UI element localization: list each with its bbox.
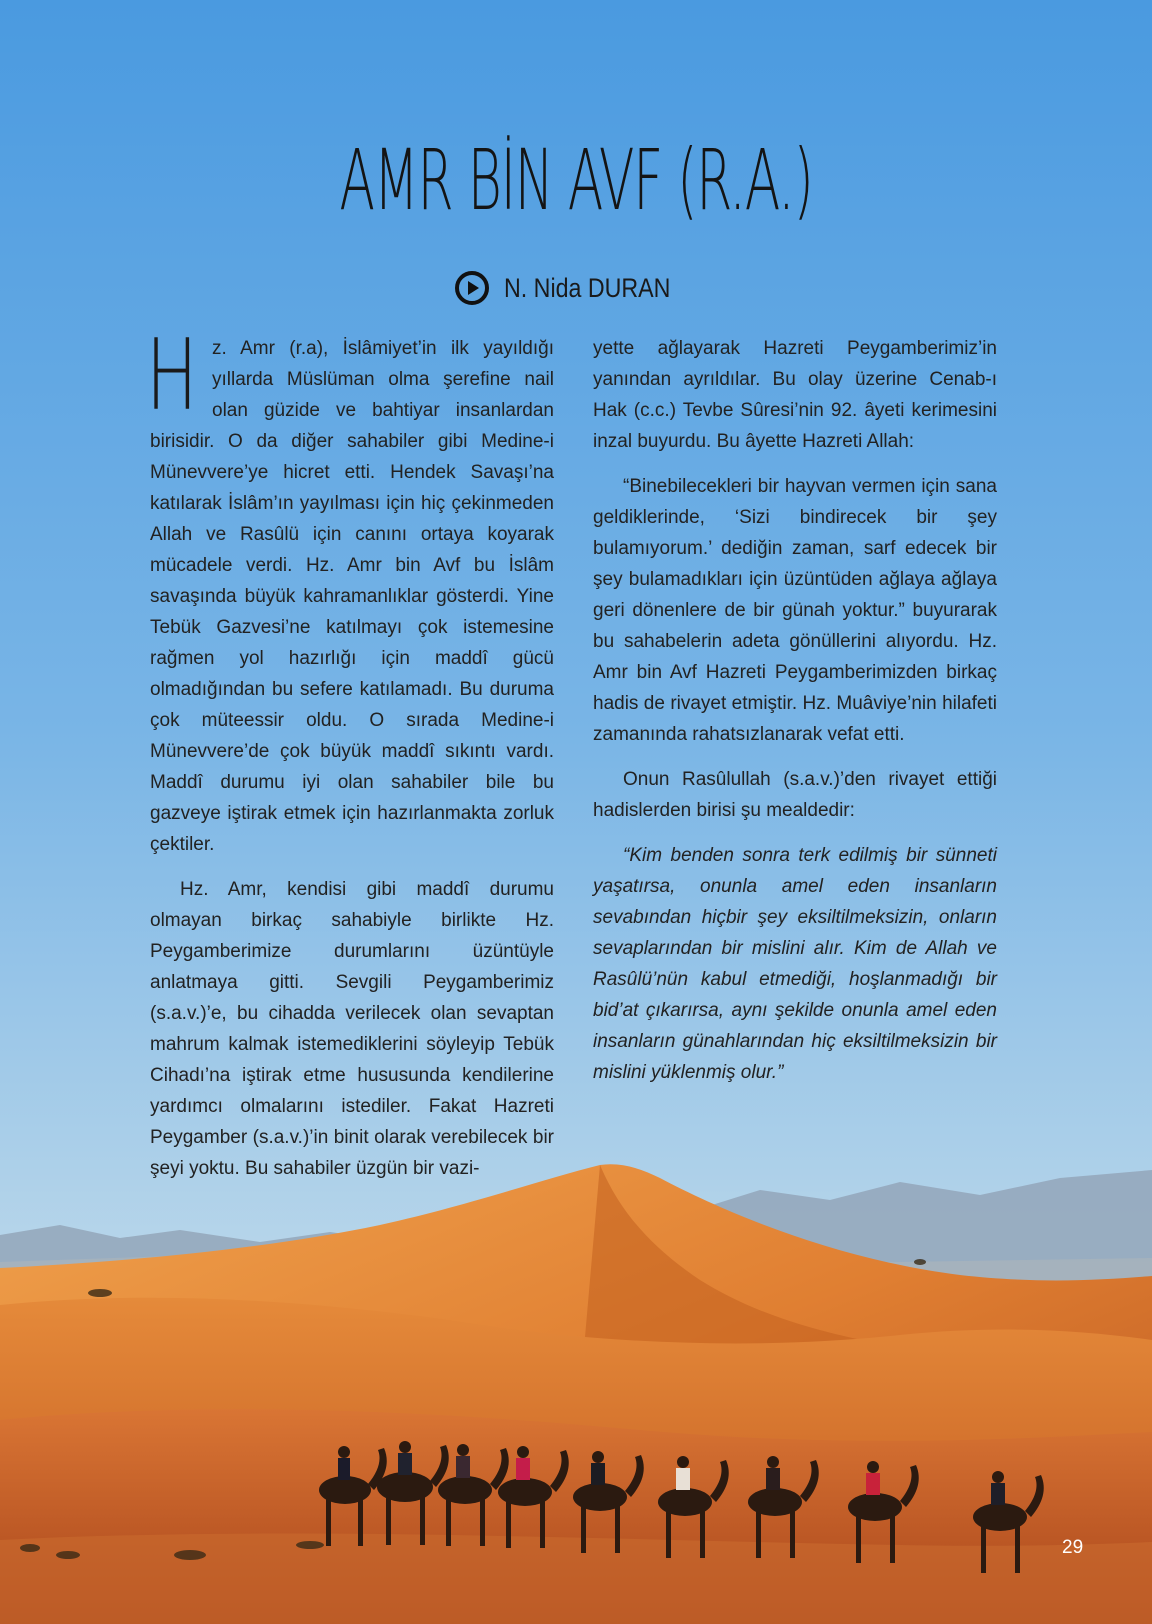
paragraph: Hz. Amr (r.a), İslâmiyet’in ilk yayıldığı yıllarda Müslüman olma şerefine nail olan güzide ve bahtiyar insanlardan birisidir. O da diğer sahabiler gibi Medine-i Münevvere’ye hicret etti. Hendek Savaşı’na katılarak İslâm’ın yayılması için hiç çekinmeden Allah ve Rasûlü için canını ortaya koyarak mücadele verdi. Hz. Amr bin Avf bu İslâm savaşında büyük kahramanlıklar gösterdi. Yine Tebük Gazvesi’ne katılmayı çok istemesine rağmen yol hazırlığı için maddî gücü olmadığından bu sefere katılamadı. Bu duruma çok müteessir oldu. O sırada Medine-i Münevvere’de çok büyük maddî sıkıntı vardı. Maddî durumu iyi olan sahabiler bile bu gazveye iştirak etmek için hazırlanmakta zorluk çektiler. bbox=[146, 319, 554, 855]
page-number: 29 bbox=[1062, 1537, 1084, 1558]
drop-cap: H bbox=[146, 319, 198, 433]
play-circle-icon bbox=[454, 270, 490, 306]
article-left-column bbox=[146, 319, 554, 1198]
quote-paragraph: “Binebilecekleri bir hayvan vermen için sana geldiklerinde, ‘Sizi bindirecek bir şey bulamıyorum.’ dediğin zaman, sarf edecek bir şey bulamadıkları için üzüntüden ağlaya ağlaya geri dönenlere de bir günah yoktur.” buyurarak bu sahabelerin adeta gönüllerini alıyordu. Hz. Amr bin Avf Hazreti Peygamberimizden birkaç hadis de rivayet etmiştir. Hz. Muâviye’nin hilafeti zamanında rahatsızlanarak vefat etti. bbox=[593, 476, 997, 745]
author-name: N. Nida DURAN bbox=[504, 272, 671, 303]
paragraph: Hz. Amr, kendisi gibi maddî durumu olmayan birkaç sahabiyle birlikte Hz. Peygamberimize durumlarını üzüntüyle anlatmaya gitti. Sevgili Peygamberimiz (s.a.v.)’e, bu cihadda verilecek olan sevaptan mahrum kalmak istemediklerini söyleyip Tebük Cihadı’na iştirak etme hususunda kendilerine yardımcı olmalarını istediler. Fakat Hazreti Peygamber (s.a.v.)’in binit olarak verebilecek bir şeyi yoktu. Bu sahabiler üzgün bir vazi- bbox=[150, 879, 554, 1179]
article-title: AMR BİN AVF (R.A.) bbox=[339, 131, 813, 229]
author-byline bbox=[0, 270, 1152, 313]
paragraph: Onun Rasûlullah (s.a.v.)’den rivayet ettiği hadislerden birisi şu mealdedir: bbox=[593, 769, 997, 821]
paragraph: yette ağlayarak Hazreti Peygamberimiz’in yanından ayrıldılar. Bu olay üzerine Cenab-ı Hak (c.c.) Tevbe Sûresi’nin 92. âyeti kerimesini inzal buyurdu. Bu âyette Hazreti Allah: bbox=[593, 338, 997, 452]
article-right-column bbox=[593, 333, 997, 1102]
hadith-quote: “Kim benden sonra terk edilmiş bir sünneti yaşatırsa, onunla amel eden insanların sevabından hiçbir şey eksiltilmeksizin, onların sevaplarından bir mislini alır. Kim de Allah ve Rasûlü’nün kabul etmediği, hoşlanmadığı bir bid’at çıkarırsa, aynı şekilde onunla amel eden insanların günahlarından hiç eksiltilmeksizin bir mislini yüklenmiş olur.” bbox=[593, 845, 997, 1083]
